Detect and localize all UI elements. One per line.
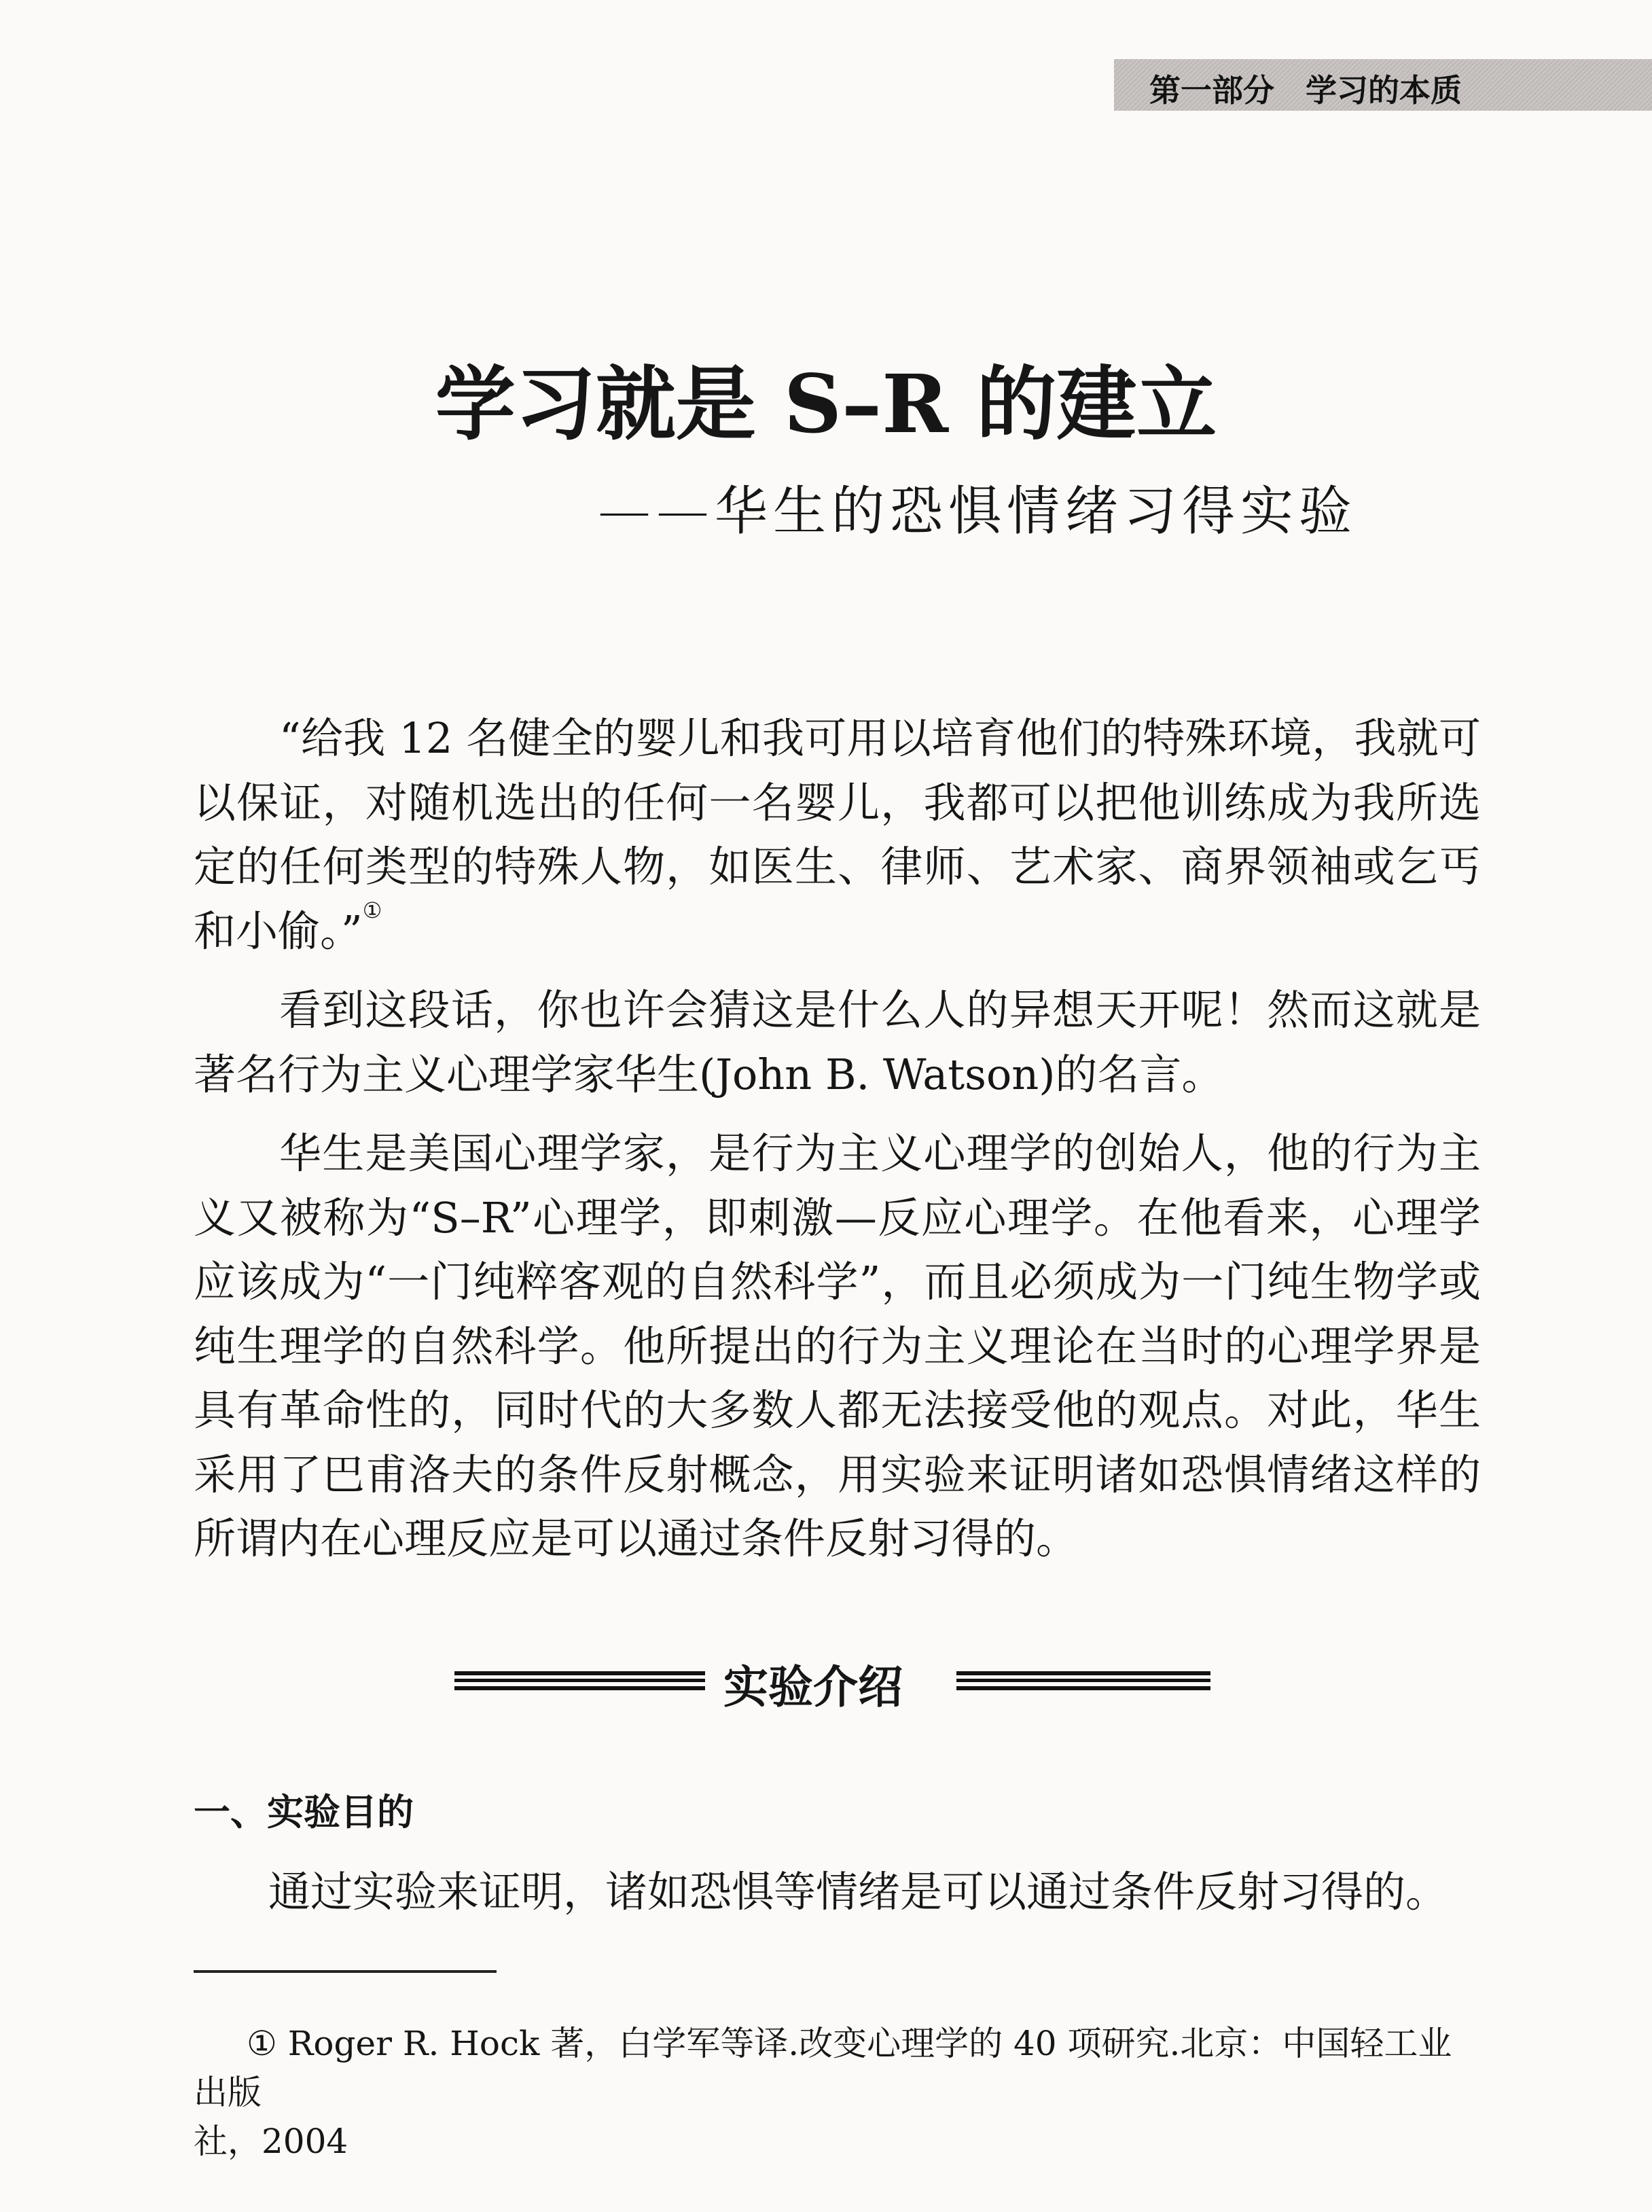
running-header-text: 第一部分 学习的本质 — [1149, 72, 1462, 109]
section-heading — [0, 1651, 1652, 1712]
paragraph-text: “给我 12 名健全的婴儿和我可用以培育他们的特殊环境，我就可以保证，对随机选出的任何一名婴儿，我都可以把他训练成为我所选定的任何类型的特殊人物，如医生、律师、艺术家、商界领袖或乞丐和小偷。” — [194, 713, 1481, 956]
footnote — [194, 2019, 1481, 2166]
chapter-subtitle: ——华生的恐惧情绪习得实验 — [598, 481, 1358, 542]
subsection-heading: 一、实验目的 — [194, 1791, 414, 1834]
footnote-marker: ① — [362, 897, 382, 923]
paragraph — [194, 707, 1481, 963]
footnote-divider — [194, 1970, 497, 1973]
paragraph: 看到这段话，你也许会猜这是什么人的异想天开呢！然而这就是著名行为主义心理学家华生(John B. Watson)的名言。 — [194, 985, 1481, 1099]
footnote-line: ① Roger R. Hock 著，白学军等译.改变心理学的 40 项研究.北京：中国轻工业出版 — [194, 2024, 1452, 2112]
running-header — [1114, 59, 1652, 111]
footnote-line: 社，2004 — [194, 2122, 348, 2161]
body-text — [194, 707, 1481, 1586]
decorative-rule-left — [454, 1671, 705, 1690]
decorative-rule-right — [956, 1671, 1210, 1690]
aim-text: 通过实验来证明，诸如恐惧等情绪是可以通过条件反射习得的。 — [268, 1867, 1448, 1916]
section-heading-text: 实验介绍 — [723, 1661, 903, 1713]
paragraph: 华生是美国心理学家，是行为主义心理学的创始人，他的行为主义又被称为“S–R”心理学，即刺激—反应心理学。在他看来，心理学应该成为“一门纯粹客观的自然科学”，而且必须成为一门纯生物学或纯生理学的自然科学。他所提出的行为主义理论在当时的心理学界是具有革命性的，同时代的大多数人都无法接受他的观点。对此，华生采用了巴甫洛夫的条件反射概念，用实验来证明诸如恐惧情绪这样的所谓内在心理反应是可以通过条件反射习得的。 — [194, 1128, 1481, 1563]
chapter-title: 学习就是 S–R 的建立 — [435, 357, 1217, 451]
